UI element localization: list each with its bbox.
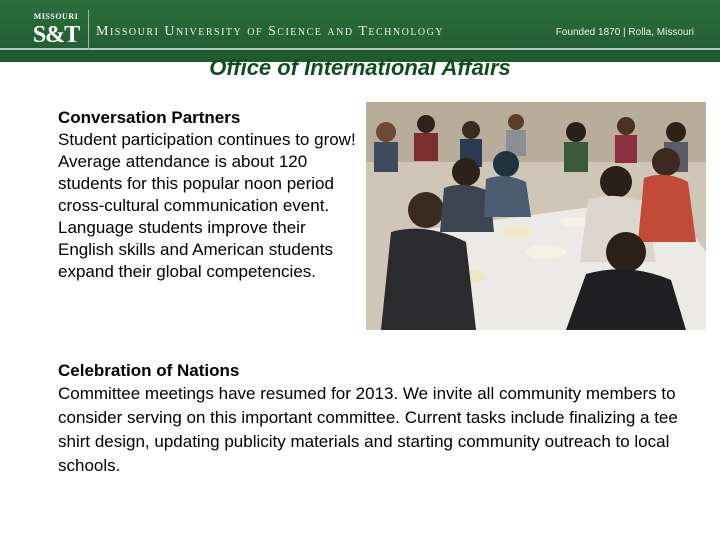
- students-photo: [366, 102, 706, 330]
- university-logo: [30, 12, 82, 58]
- section-heading: Celebration of Nations: [58, 361, 240, 380]
- university-name: Missouri University of Science and Technology: [96, 24, 445, 39]
- students-photo-illustration: [366, 102, 706, 330]
- logo-main-text: S&T: [32, 22, 80, 48]
- header-banner: [0, 0, 720, 62]
- section-heading: Conversation Partners: [58, 108, 241, 127]
- logo-top-text: MISSOURI: [33, 12, 79, 21]
- logo-separator: [88, 10, 89, 50]
- section-body: Student participation continues to grow! Average attendance is about 120 students for this popular noon period cross-cultural communication event. Language students improve their English skills and American students expand their global competencies.: [58, 130, 356, 281]
- section-body: Committee meetings have resumed for 2013. We invite all community members to consider serving on this important committee. Current tasks include finalizing a tee shirt design, updating publicity materials and starting community outreach to local schools.: [58, 384, 678, 475]
- banner-divider: [0, 48, 720, 50]
- founded-text: Founded 1870 | Rolla, Missouri: [555, 27, 694, 38]
- conversation-partners-section: [58, 107, 358, 283]
- celebration-of-nations-section: [58, 360, 698, 478]
- page-title: Office of International Affairs: [209, 55, 511, 80]
